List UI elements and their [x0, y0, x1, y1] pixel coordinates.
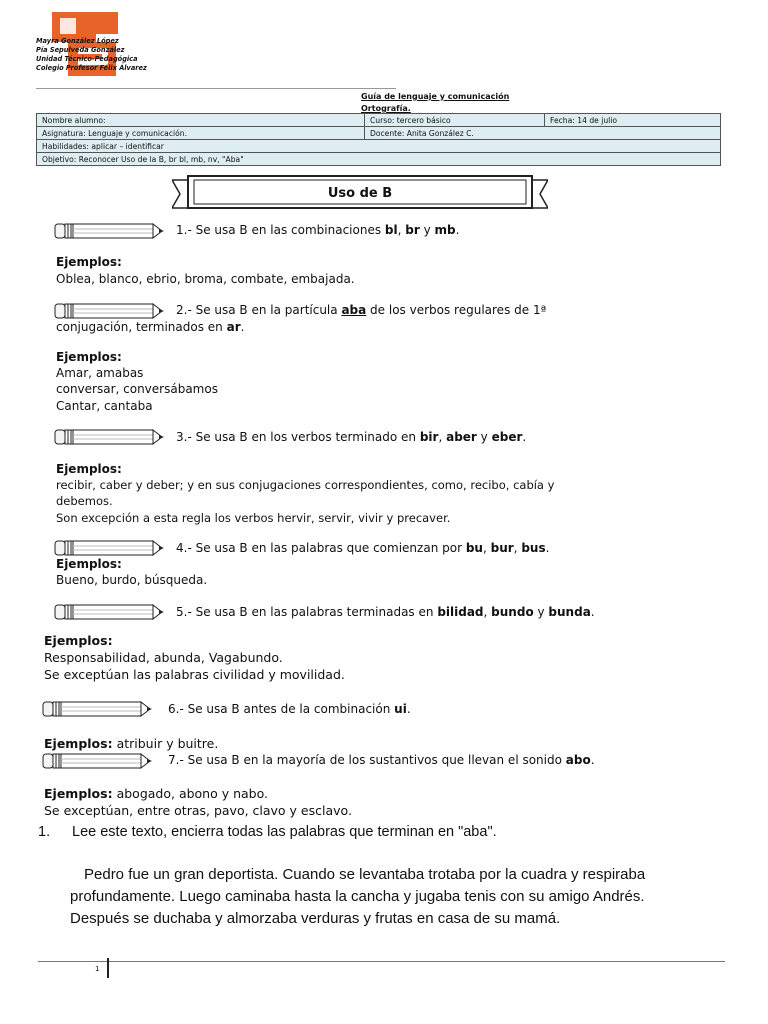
example-line: conversar, conversábamos	[56, 382, 218, 396]
rule-2-continuation: conjugación, terminados en ar.	[56, 320, 245, 334]
example-line: Cantar, cantaba	[56, 399, 153, 413]
reading-passage	[70, 864, 730, 930]
guide-title: Guía de lenguaje y comunicación	[361, 92, 510, 101]
rule-4: 4.- Se usa B en las palabras que comienzan por bu, bur, bus.	[176, 541, 550, 555]
examples-label: Ejemplos:	[56, 557, 122, 571]
examples-label: Ejemplos:	[56, 350, 122, 364]
course-cell: Curso: tercero básico	[365, 114, 545, 127]
example-line: Se exceptúan, entre otras, pavo, clavo y esclavo.	[44, 803, 352, 818]
passage-line: Después se duchaba y almorzaba verduras y frutas en casa de su mamá.	[70, 910, 561, 927]
examples-label: Ejemplos:	[56, 255, 122, 269]
banner-title: Uso de B	[327, 186, 393, 201]
student-name-cell[interactable]: Nombre alumno:	[37, 114, 365, 127]
date-cell: Fecha: 14 de julio	[545, 114, 721, 127]
table-row	[37, 127, 721, 140]
rule-3: 3.- Se usa B en los verbos terminado en bir, aber y eber.	[176, 430, 527, 444]
pencil-icon	[54, 538, 166, 558]
objective-cell: Objetivo: Reconocer Uso de la B, br bl, mb, nv, "Aba"	[37, 153, 721, 166]
pencil-icon	[54, 301, 166, 321]
exercise-instruction: 1. Lee este texto, encierra todas las palabras que terminan en "aba".	[38, 824, 497, 840]
rule-7: 7.- Se usa B en la mayoría de los sustantivos que llevan el sonido abo.	[168, 753, 595, 767]
skills-cell: Habilidades: aplicar – identificar	[37, 140, 721, 153]
example-line: Amar, amabas	[56, 366, 144, 380]
examples-label: Ejemplos:	[44, 633, 113, 648]
table-row	[37, 153, 721, 166]
pencil-icon	[54, 221, 166, 241]
example-line: Son excepción a esta regla los verbos hervir, servir, vivir y precaver.	[56, 511, 451, 525]
rule-7-examples: Ejemplos: abogado, abono y nabo.	[44, 786, 269, 801]
pencil-icon	[42, 751, 154, 771]
rule-6-examples: Ejemplos: atribuir y buitre.	[44, 736, 219, 751]
example-line: Bueno, burdo, búsqueda.	[56, 573, 208, 587]
example-line: Responsabilidad, abunda, Vagabundo.	[44, 650, 283, 665]
pencil-icon	[54, 427, 166, 447]
logo-caption: Mayra González López Pía Sepulveda González Unidad Técnico-Pedagógica Colegio Profesor Félix Álvarez	[36, 37, 147, 72]
passage-line: Pedro fue un gran deportista. Cuando se levantaba trotaba por la cuadra y respiraba	[84, 866, 646, 883]
title-banner	[172, 172, 548, 216]
pencil-icon	[54, 602, 166, 622]
rule-5: 5.- Se usa B en las palabras terminadas en bilidad, bundo y bunda.	[176, 605, 595, 619]
example-line: Oblea, blanco, ebrio, broma, combate, embajada.	[56, 272, 355, 286]
guide-subtitle: Ortografía.	[361, 104, 411, 113]
passage-line: profundamente. Luego caminaba hasta la cancha y jugaba tenis con su amigo Andrés.	[70, 888, 645, 905]
pencil-icon	[42, 699, 154, 719]
rule-6: 6.- Se usa B antes de la combinación ui.	[168, 702, 411, 716]
example-line: recibir, caber y deber; y en sus conjugaciones correspondientes, como, recibo, cabía y	[56, 478, 555, 492]
example-line: Se exceptúan las palabras civilidad y movilidad.	[44, 667, 345, 682]
table-row	[37, 114, 721, 127]
subject-cell: Asignatura: Lenguaje y comunicación.	[37, 127, 365, 140]
rule-1: 1.- Se usa B en las combinaciones bl, br y mb.	[176, 223, 460, 237]
header-divider	[36, 88, 396, 89]
page-number: 1	[95, 965, 100, 973]
table-row	[37, 140, 721, 153]
footer-divider	[38, 961, 725, 962]
example-line: debemos.	[56, 494, 113, 508]
teacher-cell: Docente: Anita González C.	[365, 127, 721, 140]
examples-label: Ejemplos:	[56, 462, 122, 476]
footer-marker	[107, 958, 109, 978]
student-info-table	[36, 113, 721, 166]
rule-2: 2.- Se usa B en la partícula aba de los verbos regulares de 1ª	[176, 303, 547, 317]
